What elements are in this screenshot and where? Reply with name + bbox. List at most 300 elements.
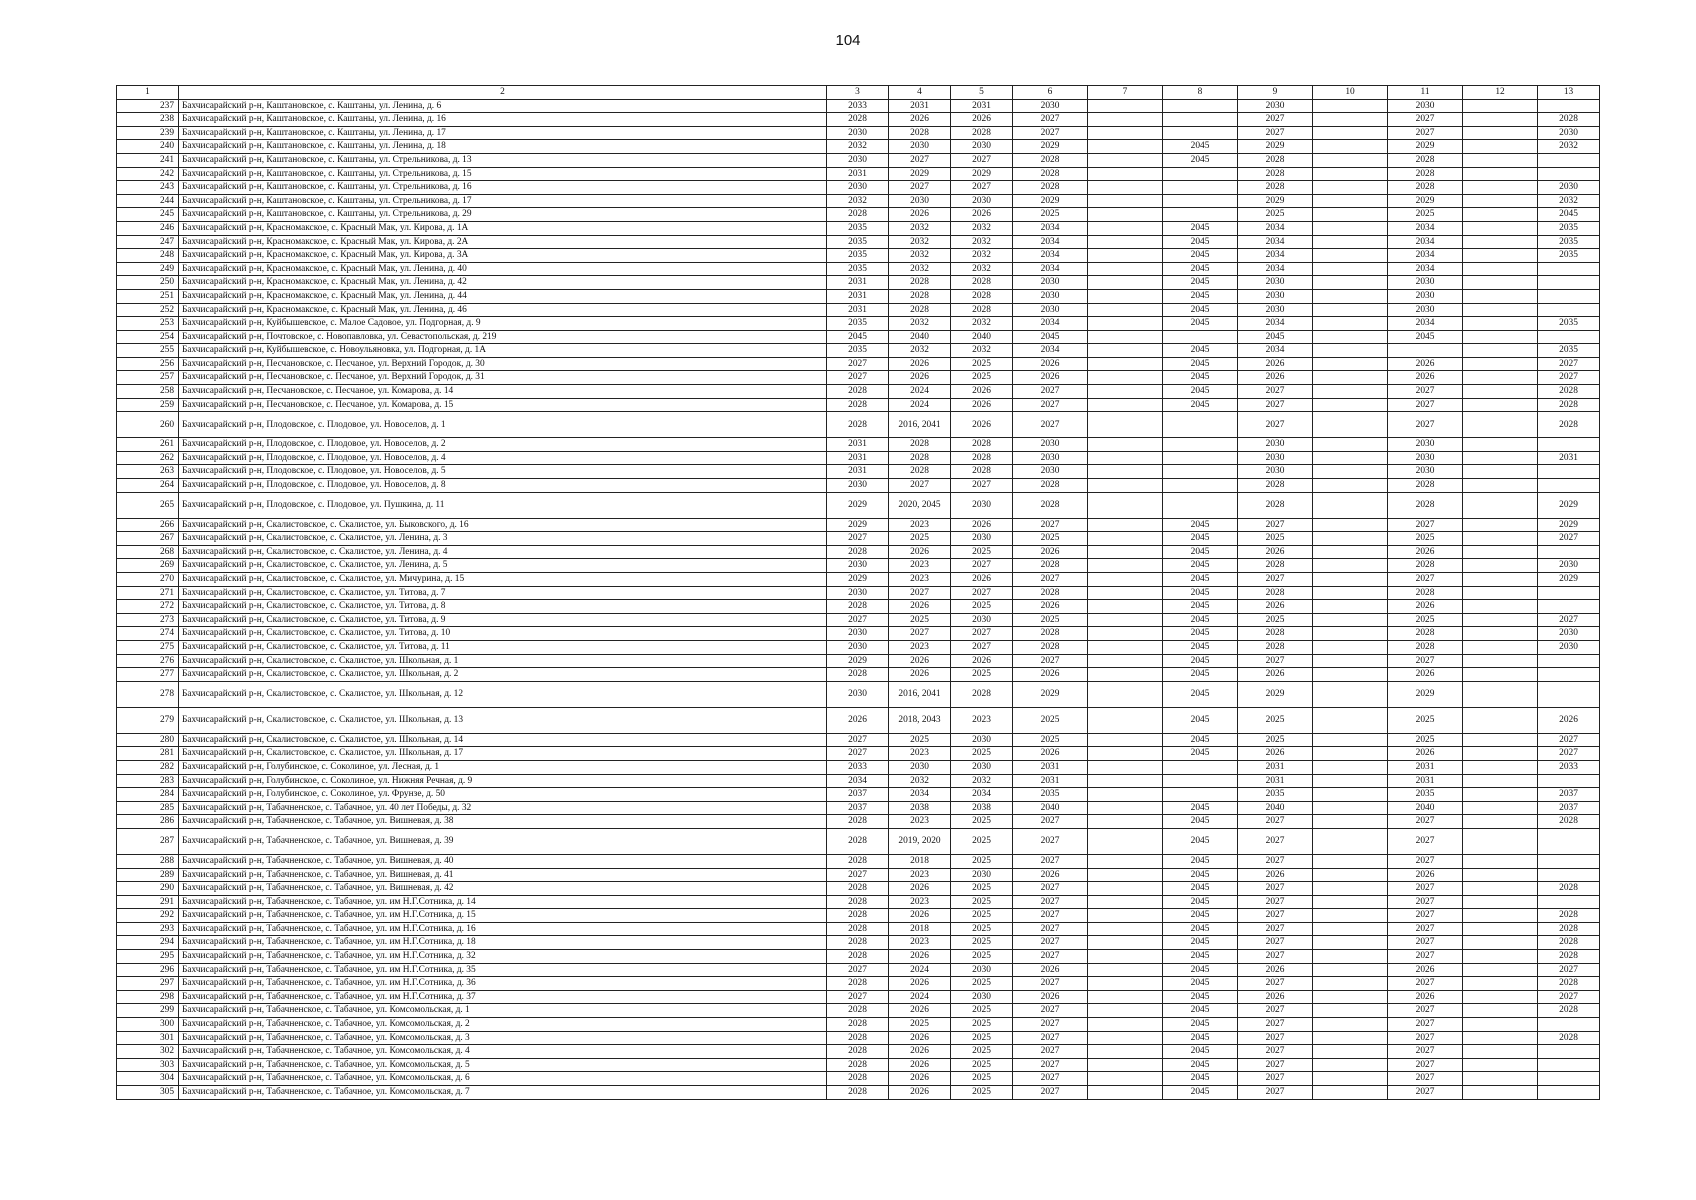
row-number-cell: 302 (117, 1045, 179, 1059)
year-cell: 2030 (1238, 465, 1313, 479)
year-cell: 2034 (1238, 249, 1313, 263)
year-cell: 2045 (1163, 398, 1238, 412)
year-cell: 2028 (827, 1072, 889, 1086)
year-cell (1313, 303, 1388, 317)
year-cell: 2026 (1013, 747, 1088, 761)
year-cell: 2034 (1388, 317, 1463, 331)
year-cell: 2027 (1388, 573, 1463, 587)
row-number-cell: 247 (117, 235, 179, 249)
year-cell: 2045 (1163, 963, 1238, 977)
year-cell: 2045 (1163, 586, 1238, 600)
year-cell: 2027 (1013, 882, 1088, 896)
year-cell: 2040 (1238, 801, 1313, 815)
address-cell: Бахчисарайский р-н, Плодовское, с. Плодовое, ул. Новоселов, д. 8 (179, 479, 827, 493)
year-cell: 2027 (1013, 573, 1088, 587)
year-cell: 2029 (827, 492, 889, 518)
address-cell: Бахчисарайский р-н, Скалистовское, с. Скалистое, ул. Быковского, д. 16 (179, 518, 827, 532)
table-row (117, 815, 1600, 829)
column-header: 4 (889, 86, 951, 100)
year-cell: 2028 (827, 600, 889, 614)
year-cell (1088, 1045, 1163, 1059)
year-cell: 2027 (1238, 1072, 1313, 1086)
year-cell: 2028 (1538, 936, 1600, 950)
year-cell: 2027 (1013, 895, 1088, 909)
year-cell (1538, 545, 1600, 559)
year-cell: 2027 (1388, 654, 1463, 668)
table-row (117, 613, 1600, 627)
year-cell: 2045 (1163, 707, 1238, 733)
row-number-cell: 293 (117, 922, 179, 936)
year-cell (1463, 438, 1538, 452)
year-cell: 2045 (1163, 385, 1238, 399)
year-cell (1463, 126, 1538, 140)
year-cell: 2045 (1163, 518, 1238, 532)
year-cell (1463, 654, 1538, 668)
year-cell (1313, 194, 1388, 208)
year-cell: 2027 (1238, 412, 1313, 438)
year-cell: 2028 (827, 545, 889, 559)
year-cell: 2045 (1163, 344, 1238, 358)
page-number: 104 (835, 32, 861, 49)
year-cell (1463, 707, 1538, 733)
row-number-cell: 254 (117, 330, 179, 344)
year-cell: 2032 (889, 221, 951, 235)
year-cell: 2045 (1163, 317, 1238, 331)
year-cell (1313, 1072, 1388, 1086)
year-cell (1463, 303, 1538, 317)
year-cell: 2034 (1388, 262, 1463, 276)
year-cell: 2026 (889, 668, 951, 682)
year-cell: 2029 (951, 167, 1013, 181)
year-cell (1463, 668, 1538, 682)
row-number-cell: 305 (117, 1086, 179, 1100)
year-cell: 2027 (1238, 398, 1313, 412)
year-cell: 2026 (1013, 600, 1088, 614)
year-cell (1463, 1072, 1538, 1086)
row-number-cell: 289 (117, 868, 179, 882)
year-cell: 2027 (1538, 357, 1600, 371)
year-cell: 2035 (1538, 235, 1600, 249)
year-cell (1163, 181, 1238, 195)
year-cell: 2027 (1388, 922, 1463, 936)
year-cell: 2025 (1388, 707, 1463, 733)
year-cell: 2045 (1163, 600, 1238, 614)
year-cell: 2026 (951, 518, 1013, 532)
table-row (117, 788, 1600, 802)
year-cell (1163, 438, 1238, 452)
year-cell: 2027 (1388, 950, 1463, 964)
address-cell: Бахчисарайский р-н, Скалистовское, с. Скалистое, ул. Школьная, д. 17 (179, 747, 827, 761)
year-cell (1313, 640, 1388, 654)
year-cell: 2030 (951, 733, 1013, 747)
year-cell: 2027 (827, 532, 889, 546)
year-cell: 2026 (1238, 545, 1313, 559)
table-row (117, 412, 1600, 438)
year-cell: 2030 (1238, 438, 1313, 452)
year-cell: 2026 (889, 357, 951, 371)
year-cell (1463, 1031, 1538, 1045)
year-cell: 2045 (1163, 640, 1238, 654)
year-cell (1463, 868, 1538, 882)
year-cell: 2027 (1013, 1058, 1088, 1072)
year-cell: 2030 (951, 868, 1013, 882)
row-number-cell: 244 (117, 194, 179, 208)
table-row (117, 532, 1600, 546)
year-cell: 2028 (1013, 640, 1088, 654)
address-cell: Бахчисарайский р-н, Каштановское, с. Каштаны, ул. Ленина, д. 16 (179, 113, 827, 127)
year-cell: 2035 (1013, 788, 1088, 802)
table-row (117, 276, 1600, 290)
year-cell: 2028 (1238, 492, 1313, 518)
year-cell: 2045 (1163, 532, 1238, 546)
year-cell (1313, 262, 1388, 276)
year-cell (1463, 276, 1538, 290)
year-cell (1088, 371, 1163, 385)
year-cell (1463, 950, 1538, 964)
year-cell: 2028 (827, 1004, 889, 1018)
year-cell: 2027 (827, 371, 889, 385)
address-cell: Бахчисарайский р-н, Почтовское, с. Новопавловка, ул. Севастопольская, д. 219 (179, 330, 827, 344)
year-cell: 2030 (827, 126, 889, 140)
year-cell: 2028 (1013, 167, 1088, 181)
year-cell (1463, 801, 1538, 815)
year-cell: 2040 (1013, 801, 1088, 815)
address-cell: Бахчисарайский р-н, Каштановское, с. Каштаны, ул. Стрельникова, д. 13 (179, 153, 827, 167)
row-number-cell: 275 (117, 640, 179, 654)
year-cell (1313, 99, 1388, 113)
year-cell (1163, 113, 1238, 127)
year-cell: 2027 (1388, 1086, 1463, 1100)
year-cell: 2024 (889, 990, 951, 1004)
year-cell: 2027 (1238, 1004, 1313, 1018)
year-cell: 2025 (951, 909, 1013, 923)
year-cell: 2034 (1238, 262, 1313, 276)
year-cell: 2026 (889, 1058, 951, 1072)
address-cell: Бахчисарайский р-н, Каштановское, с. Каштаны, ул. Стрельникова, д. 15 (179, 167, 827, 181)
year-cell: 2027 (1238, 126, 1313, 140)
row-number-cell: 268 (117, 545, 179, 559)
year-cell: 2030 (1388, 289, 1463, 303)
address-cell: Бахчисарайский р-н, Скалистовское, с. Скалистое, ул. Ленина, д. 3 (179, 532, 827, 546)
year-cell: 2026 (1238, 868, 1313, 882)
address-cell: Бахчисарайский р-н, Каштановское, с. Каштаны, ул. Ленина, д. 18 (179, 140, 827, 154)
year-cell: 2034 (1013, 249, 1088, 263)
year-cell: 2027 (1238, 1058, 1313, 1072)
year-cell: 2028 (827, 936, 889, 950)
table-row (117, 1018, 1600, 1032)
year-cell (1088, 909, 1163, 923)
year-cell: 2026 (889, 1072, 951, 1086)
year-cell: 2026 (1013, 990, 1088, 1004)
year-cell: 2045 (1163, 1004, 1238, 1018)
year-cell: 2023 (951, 707, 1013, 733)
year-cell: 2027 (1538, 963, 1600, 977)
row-number-cell: 257 (117, 371, 179, 385)
year-cell (1163, 330, 1238, 344)
year-cell (1463, 1045, 1538, 1059)
year-cell: 2031 (1013, 774, 1088, 788)
address-cell: Бахчисарайский р-н, Табачненское, с. Табачное, ул. им Н.Г.Сотника, д. 36 (179, 977, 827, 991)
year-cell: 2034 (1013, 344, 1088, 358)
address-cell: Бахчисарайский р-н, Табачненское, с. Табачное, ул. Комсомольская, д. 5 (179, 1058, 827, 1072)
year-cell: 2045 (1163, 153, 1238, 167)
year-cell: 2029 (1238, 681, 1313, 707)
year-cell: 2028 (1538, 815, 1600, 829)
year-cell: 2028 (827, 113, 889, 127)
year-cell (1463, 208, 1538, 222)
address-cell: Бахчисарайский р-н, Каштановское, с. Каштаны, ул. Стрельникова, д. 17 (179, 194, 827, 208)
year-cell: 2027 (1238, 1031, 1313, 1045)
year-cell: 2027 (1013, 977, 1088, 991)
year-cell: 2028 (1388, 181, 1463, 195)
row-number-cell: 243 (117, 181, 179, 195)
year-cell (1088, 140, 1163, 154)
year-cell (1463, 492, 1538, 518)
year-cell: 2029 (827, 654, 889, 668)
address-cell: Бахчисарайский р-н, Красномакское, с. Красный Мак, ул. Ленина, д. 42 (179, 276, 827, 290)
column-header: 6 (1013, 86, 1088, 100)
year-cell: 2027 (1013, 828, 1088, 854)
year-cell (1463, 909, 1538, 923)
year-cell: 2027 (1238, 518, 1313, 532)
table-row (117, 451, 1600, 465)
year-cell: 2028 (951, 681, 1013, 707)
year-cell: 2023 (889, 747, 951, 761)
address-cell: Бахчисарайский р-н, Куйбышевское, с. Малое Садовое, ул. Подгорная, д. 9 (179, 317, 827, 331)
address-cell: Бахчисарайский р-н, Красномакское, с. Красный Мак, ул. Ленина, д. 40 (179, 262, 827, 276)
address-cell: Бахчисарайский р-н, Скалистовское, с. Скалистое, ул. Школьная, д. 2 (179, 668, 827, 682)
year-cell: 2030 (1388, 276, 1463, 290)
year-cell (1313, 909, 1388, 923)
table-row (117, 465, 1600, 479)
year-cell: 2025 (951, 950, 1013, 964)
year-cell: 2029 (889, 167, 951, 181)
year-cell: 2027 (1388, 1072, 1463, 1086)
year-cell (1088, 249, 1163, 263)
year-cell: 2027 (1238, 828, 1313, 854)
table-row (117, 479, 1600, 493)
year-cell: 2033 (827, 760, 889, 774)
address-cell: Бахчисарайский р-н, Красномакское, с. Красный Мак, ул. Кирова, д. 3А (179, 249, 827, 263)
year-cell (1088, 586, 1163, 600)
year-cell: 2018, 2043 (889, 707, 951, 733)
year-cell: 2024 (889, 385, 951, 399)
year-cell: 2026 (1013, 545, 1088, 559)
year-cell (1313, 113, 1388, 127)
year-cell: 2025 (951, 895, 1013, 909)
year-cell: 2018 (889, 854, 951, 868)
table-row (117, 249, 1600, 263)
table-row (117, 801, 1600, 815)
year-cell: 2028 (1538, 1031, 1600, 1045)
year-cell (1313, 492, 1388, 518)
row-number-cell: 262 (117, 451, 179, 465)
year-cell: 2045 (1163, 922, 1238, 936)
year-cell (1313, 140, 1388, 154)
year-cell: 2028 (889, 438, 951, 452)
year-cell (1313, 385, 1388, 399)
year-cell: 2023 (889, 518, 951, 532)
table-row (117, 99, 1600, 113)
year-cell (1313, 600, 1388, 614)
year-cell (1313, 330, 1388, 344)
year-cell (1088, 492, 1163, 518)
year-cell: 2026 (951, 113, 1013, 127)
year-cell: 2027 (1238, 922, 1313, 936)
year-cell: 2045 (1163, 221, 1238, 235)
row-number-cell: 298 (117, 990, 179, 1004)
column-header: 7 (1088, 86, 1163, 100)
year-cell: 2025 (951, 854, 1013, 868)
row-number-cell: 284 (117, 788, 179, 802)
year-cell (1088, 412, 1163, 438)
year-cell: 2028 (827, 854, 889, 868)
year-cell (1463, 774, 1538, 788)
year-cell (1313, 398, 1388, 412)
year-cell (1313, 801, 1388, 815)
year-cell: 2024 (889, 963, 951, 977)
year-cell: 2027 (1238, 1018, 1313, 1032)
address-cell: Бахчисарайский р-н, Скалистовское, с. Скалистое, ул. Титова, д. 8 (179, 600, 827, 614)
row-number-cell: 263 (117, 465, 179, 479)
address-cell: Бахчисарайский р-н, Скалистовское, с. Скалистое, ул. Титова, д. 7 (179, 586, 827, 600)
year-cell: 2027 (1388, 1018, 1463, 1032)
year-cell: 2026 (889, 977, 951, 991)
table-row (117, 344, 1600, 358)
table-row (117, 627, 1600, 641)
year-cell (1163, 479, 1238, 493)
address-cell: Бахчисарайский р-н, Скалистовское, с. Скалистое, ул. Мичурина, д. 15 (179, 573, 827, 587)
year-cell: 2030 (1388, 303, 1463, 317)
year-cell: 2032 (951, 774, 1013, 788)
year-cell: 2027 (1388, 936, 1463, 950)
year-cell (1313, 1018, 1388, 1032)
year-cell: 2027 (1013, 1045, 1088, 1059)
year-cell (1463, 545, 1538, 559)
row-number-cell: 259 (117, 398, 179, 412)
year-cell (1088, 451, 1163, 465)
year-cell (1088, 221, 1163, 235)
year-cell: 2034 (1013, 317, 1088, 331)
year-cell (1463, 357, 1538, 371)
year-cell: 2027 (1388, 882, 1463, 896)
year-cell: 2026 (951, 654, 1013, 668)
year-cell: 2032 (889, 344, 951, 358)
year-cell: 2026 (889, 545, 951, 559)
year-cell: 2029 (1238, 194, 1313, 208)
table-row (117, 113, 1600, 127)
year-cell: 2029 (1013, 681, 1088, 707)
year-cell (1163, 760, 1238, 774)
row-number-cell: 242 (117, 167, 179, 181)
year-cell: 2035 (1538, 221, 1600, 235)
year-cell (1088, 815, 1163, 829)
column-header: 8 (1163, 86, 1238, 100)
row-number-cell: 271 (117, 586, 179, 600)
address-cell: Бахчисарайский р-н, Песчановское, с. Песчаное, ул. Комарова, д. 14 (179, 385, 827, 399)
address-cell: Бахчисарайский р-н, Табачненское, с. Табачное, ул. Вишневая, д. 39 (179, 828, 827, 854)
year-cell: 2045 (1163, 936, 1238, 950)
year-cell (1463, 1058, 1538, 1072)
year-cell: 2027 (1388, 895, 1463, 909)
year-cell: 2045 (1163, 895, 1238, 909)
table-row (117, 208, 1600, 222)
row-number-cell: 269 (117, 559, 179, 573)
year-cell (1538, 828, 1600, 854)
header-row (117, 86, 1600, 100)
year-cell: 2028 (1538, 412, 1600, 438)
year-cell: 2033 (827, 99, 889, 113)
year-cell (1313, 559, 1388, 573)
year-cell: 2028 (951, 303, 1013, 317)
year-cell: 2025 (951, 882, 1013, 896)
year-cell (1313, 532, 1388, 546)
year-cell: 2025 (951, 977, 1013, 991)
year-cell: 2034 (1013, 221, 1088, 235)
table-row (117, 895, 1600, 909)
address-cell: Бахчисарайский р-н, Скалистовское, с. Скалистое, ул. Титова, д. 11 (179, 640, 827, 654)
year-cell: 2028 (827, 882, 889, 896)
year-cell: 2027 (1013, 1018, 1088, 1032)
year-cell: 2029 (1013, 194, 1088, 208)
year-cell: 2025 (951, 828, 1013, 854)
year-cell: 2026 (951, 385, 1013, 399)
year-cell: 2027 (1013, 909, 1088, 923)
year-cell: 2031 (827, 276, 889, 290)
year-cell: 2028 (827, 1031, 889, 1045)
year-cell: 2023 (889, 868, 951, 882)
year-cell: 2027 (1388, 1004, 1463, 1018)
year-cell: 2028 (827, 398, 889, 412)
row-number-cell: 266 (117, 518, 179, 532)
year-cell (1538, 262, 1600, 276)
address-cell: Бахчисарайский р-н, Скалистовское, с. Скалистое, ул. Школьная, д. 12 (179, 681, 827, 707)
year-cell (1088, 668, 1163, 682)
row-number-cell: 278 (117, 681, 179, 707)
year-cell (1538, 654, 1600, 668)
table-row (117, 882, 1600, 896)
year-cell (1463, 465, 1538, 479)
year-cell: 2045 (1538, 208, 1600, 222)
year-cell (1088, 733, 1163, 747)
year-cell (1538, 895, 1600, 909)
year-cell (1313, 627, 1388, 641)
year-cell: 2025 (951, 600, 1013, 614)
year-cell: 2026 (951, 412, 1013, 438)
table-row (117, 586, 1600, 600)
year-cell: 2037 (1538, 801, 1600, 815)
year-cell: 2027 (951, 559, 1013, 573)
year-cell: 2030 (951, 140, 1013, 154)
year-cell: 2032 (827, 140, 889, 154)
year-cell: 2026 (889, 950, 951, 964)
year-cell: 2027 (1013, 950, 1088, 964)
year-cell (1088, 922, 1163, 936)
year-cell (1463, 882, 1538, 896)
year-cell: 2027 (1238, 936, 1313, 950)
year-cell: 2027 (1388, 113, 1463, 127)
year-cell (1313, 760, 1388, 774)
row-number-cell: 285 (117, 801, 179, 815)
year-cell: 2027 (1538, 532, 1600, 546)
year-cell: 2034 (1388, 249, 1463, 263)
year-cell: 2030 (1013, 303, 1088, 317)
year-cell: 2030 (951, 613, 1013, 627)
year-cell: 2026 (1013, 868, 1088, 882)
year-cell: 2019, 2020 (889, 828, 951, 854)
column-header: 9 (1238, 86, 1313, 100)
year-cell: 2027 (1538, 613, 1600, 627)
